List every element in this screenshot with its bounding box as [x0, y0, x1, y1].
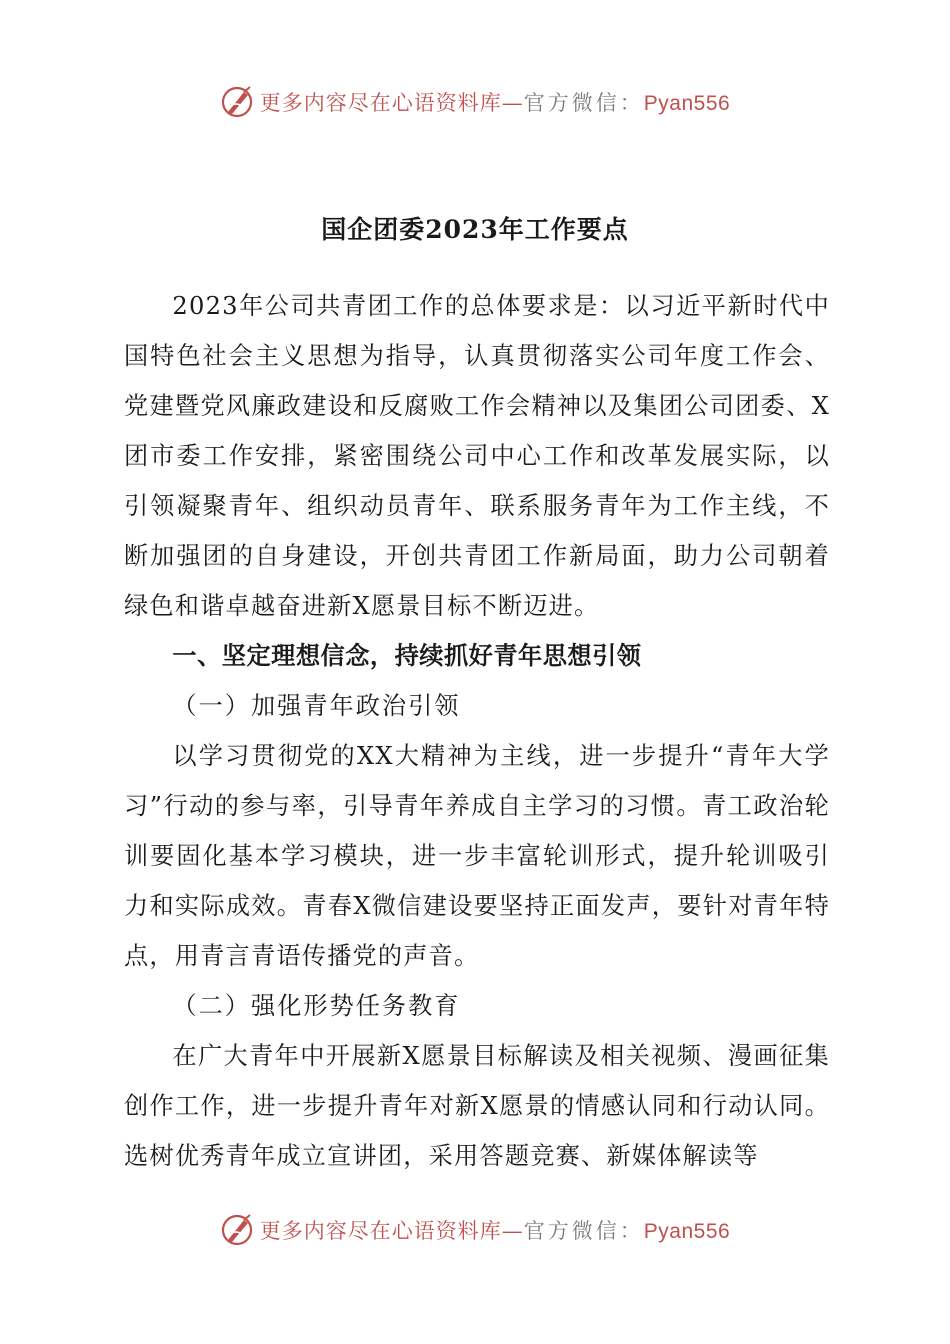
banner-official-label: 官方微信：: [523, 1219, 644, 1243]
document-body: [124, 281, 830, 1181]
subsection-heading: （一）加强青年政治引领: [172, 692, 461, 720]
header-banner: [0, 80, 950, 124]
footer-banner: [0, 1208, 950, 1252]
body-paragraph: 在广大青年中开展新X愿景目标解读及相关视频、漫画征集创作工作，进一步提升青年对新X愿景的情感认同和行动认同。选树优秀青年成立宣讲团，采用答题竞赛、新媒体解读等: [124, 1042, 830, 1170]
banner-wechat-id: Pyan556: [643, 1220, 731, 1243]
banner-wechat-id: Pyan556: [643, 92, 731, 115]
banner-dash: —: [501, 91, 524, 115]
banner-text: [260, 87, 730, 117]
banner-main-text: 更多内容尽在心语资料库: [259, 1219, 502, 1243]
banner-dash: —: [501, 1219, 524, 1243]
pen-logo-icon: [220, 1212, 256, 1248]
pen-logo-icon: [220, 84, 256, 120]
banner-main-text: 更多内容尽在心语资料库: [259, 91, 502, 115]
body-paragraph: 以学习贯彻党的XX大精神为主线，进一步提升“青年大学习”行动的参与率，引导青年养成自主学习的习惯。青工政治轮训要固化基本学习模块，进一步丰富轮训形式，提升轮训吸引力和实际成效。青春X微信建设要坚持正面发声，要针对青年特点，用青言青语传播党的声音。: [124, 742, 830, 970]
section-heading: 一、坚定理想信念，持续抓好青年思想引领: [172, 642, 642, 670]
banner-official-label: 官方微信：: [523, 91, 644, 115]
document-title: 国企团委2023年工作要点: [321, 215, 629, 244]
intro-paragraph: 2023年公司共青团工作的总体要求是：以习近平新时代中国特色社会主义思想为指导，认真贯彻落实公司年度工作会、党建暨党风廉政建设和反腐败工作会精神以及集团公司团委、X团市委工作安排，紧密围绕公司中心工作和改革发展实际，以引领凝聚青年、组织动员青年、联系服务青年为工作主线，不断加强团的自身建设，开创共青团工作新局面，助力公司朝着绿色和谐卓越奋进新X愿景目标不断迈进。: [124, 292, 830, 620]
banner-text: [260, 1215, 730, 1245]
subsection-heading: （二）强化形势任务教育: [172, 992, 461, 1020]
